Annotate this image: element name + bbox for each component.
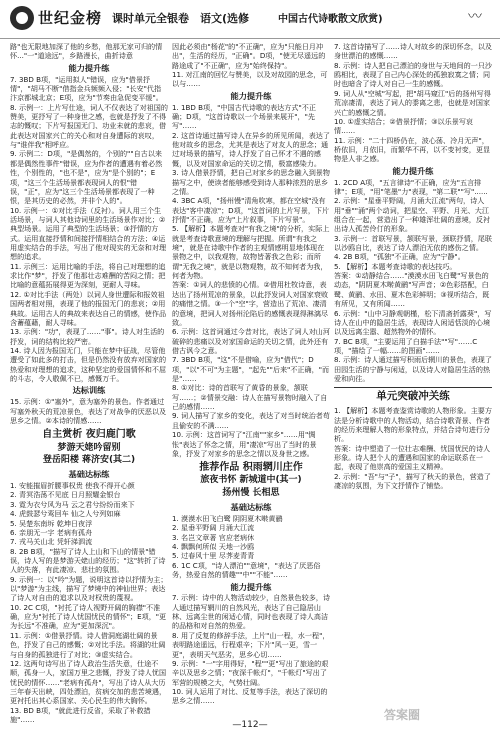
answer-paragraph: 6. 示例：这首词通过今昔对比，表达了词人对山河破碎的悲痛以及对家国命运的关切之情，此外还有借古讽今之意。 xyxy=(172,327,330,355)
book-title: 中国古代诗歌散文欣赏) xyxy=(278,14,383,25)
answer-paragraph: 7. 3BD B项，"这"不是借喻，应为"借代"；D项，"以"不可"为主题"，"起先""后来"不正确，"而是"…… xyxy=(172,355,330,384)
lesson-title: 推荐作品 积雨辋川庄作 xyxy=(199,462,303,474)
answer-paragraph: 9. 示例一：以"吟"为题，说明这首诗以抒情为主；以"梦游"为主线，描写了梦境中的神仙世界；表达了诗人对自由的追求以及对权贵的蔑视。 xyxy=(10,574,168,603)
answer-column-1 xyxy=(10,42,168,725)
answer-paragraph: 2. 示例："星垂平野阔，月涌大江流"两句，诗人用"垂""涌"两个动词，把星空、平野、月光、大江组合在一起，营造出了一种雄浑壮阔的意境，反衬出诗人孤苦伶仃的形象。 xyxy=(334,196,491,234)
answer-paragraph: 7. 3BD B项，"运用拟人"错误，应为"借景抒情"，"胡马不断"借指金兵频频入侵；"长安"代指汴京都城北京；E项，应为"节奏由急促变平缓"。 xyxy=(10,74,163,103)
answer-paragraph: 2. 示例："吾"与"子"，描写了秋天的景色，营造了凄凉的氛围，为下文抒情作了铺垫。 xyxy=(334,471,491,491)
answer-paragraph: 1. 漠漠水田飞白鹭 阴阴夏木啭黄鹂 2. 星垂平野阔 月涌大江流 3. 名岂文章著 官应老病休 4. 飘飘何所似 天地一沙鸥 5. 过春风十里 尽荠麦青青 xyxy=(172,514,283,561)
answer-paragraph: 答案：①词人的悲愤的心情。②借用杜牧诗意，表达出了扬州荒凉的景象，以此抒发词人对国家衰败的痛惜之情。③一个"空"字，营造出了荒凉、凄清的意境，把词人对扬州沦陷后的感慨表现得淋漓尽致。 xyxy=(172,280,329,327)
answer-column-3 xyxy=(334,42,492,710)
section-heading: 基础达标练 xyxy=(68,469,110,480)
answer-paragraph: 7. BC B项，"主要运用了白描手法""写"……C项，"描绘了一幅……的图画"…… xyxy=(334,336,478,355)
answer-paragraph: 15. 示例：①"塞外"，意为塞外的景色。作者通过写塞外秋天的荒凉景色，表达了对战争的厌恶以及思乡之情。②本诗的情感…… xyxy=(10,397,167,425)
page-number: —112— xyxy=(232,720,268,730)
page-header xyxy=(0,0,500,39)
lesson-subtitle: 登岳阳楼 蒋济安(其二) xyxy=(42,455,136,466)
lesson-subtitle: 旅夜书怀 新城道中(其一) xyxy=(200,475,302,486)
series-title: 课时单元全银卷 xyxy=(112,12,189,25)
section-heading: 能力提升练 xyxy=(68,62,110,73)
answer-paragraph: 1. 【解析】本题考查鉴赏诗歌的人物形象。主要方法是分析诗歌中的人物活动，结合诗歌背景、作者的经历来理解人物的形象特点，并结合诗句进行分析。 xyxy=(334,406,492,444)
answer-paragraph: 10. 2C C项，"衬托了诗人视野开阔的胸襟"不准确，应为"衬托了诗人忧国忧民的情怀"；E项，"更为长远"不准确，应为"更加深沉"。 xyxy=(10,602,167,631)
answer-paragraph: 8. ①对比：诗的首联写了黄昏的景象，颔联写……；②情景交融：诗人在描写景物时融入了自己的感情…… xyxy=(172,383,328,412)
unit-heading: 单元突破冲关练 xyxy=(334,387,492,404)
answer-paragraph: 1. 1BD B项，"中国古代诗歌的表达方式"不正确；D项，"这首诗歌以一个场景来展开"，"先写"…… xyxy=(172,102,316,131)
answer-paragraph: 2. 这首诗通过描写诗人在异乡的所见所闻，表达了他对故乡的思念，尤其是表达了对友人的思念；通过对场景的描写，诗人抒发了自己怀才不遇的感慨，以及对国家命运的关切之情，极富感染力。 xyxy=(172,130,330,168)
answer-paragraph: 4. 2B B项，"孤独"不正确，应为"宁静"。 xyxy=(334,252,465,262)
watermark-stamp: 答案圈 xyxy=(384,708,421,722)
section-heading: 能力提升练 xyxy=(230,581,272,592)
answer-paragraph: 1. 安能摧眉折腰事权贵 使我不得开心颜 2. 青冥浩荡不见底 日月照耀金银台 3. 霓为衣兮风为马 云之君兮纷纷而来下 4. 虎鼓瑟兮鸾回车 仙之人兮列如麻 5. 吴楚东南坼 乾坤日夜浮 6. 亲朋无一字 老病有孤舟 7. 戎马关山北 凭轩涕泗流 xyxy=(10,481,135,547)
answer-paragraph: 1. 2CD A项，"五言律诗"不正确，应为"五言排律"；E项，"用"笔墨"力"表现，"第二联""写"...... xyxy=(334,177,488,196)
answer-paragraph: 3. 示例一：首联写景，颔联写景，颈联抒情，尾联以沙鸥自比，表达了诗人漂泊无依的感伤之情。 xyxy=(334,233,492,253)
answer-paragraph: 因此必须由"杨花"的"不正确"，应为"只能日月冲出"，生活的经历，"正确"。D项，"使无尽遥远的路途成了"不正确"，应为"始终保持"。 xyxy=(172,42,326,70)
answer-paragraph: 9. 示例二：D项，"是偶然的，个别的""自古以来都是偶然性事件"错误，应为作者的遭遇有着必然性，个别性的，"也不是"，应为"是个别的"；E项，"这三个生活场景都表现词人的恨"错误，"正"，应为"这三个生活场景都表现了一种恨，是其历史的必然，并非个人的"。 xyxy=(10,149,163,206)
answer-paragraph: 10. 示例：这首词写了"江南""家乡"……用"惆怅"表达了怀念之情，用"凄凉"写出了当时的景象，抒发了对家乡的思念之情以及身世之感。 xyxy=(172,430,317,458)
answer-paragraph: 9. 词人从"空城"写起，把"胡马窥江"后的扬州写得荒凉凄清，表达了词人的黍离之悲，也就是对国家兴亡的感慨之情。 xyxy=(334,88,491,117)
answer-paragraph: 7. 这首诗描写了……诗人对故乡的深切怀念，以及身世漂泊的感慨…… xyxy=(334,42,492,61)
answer-paragraph: 11. 对江南的回忆与赞美，以及对故园的思念，可以与…… xyxy=(172,70,328,89)
answer-paragraph: 答案：①动静结合……"漠漠水田飞白鹭"写景色的动态，"阴阴夏木啭黄鹂"写声音；②色彩搭配，白鹭、黄鹂、水田、夏木色彩鲜明；③视听结合，既有所见，又有所闻…… xyxy=(334,271,490,309)
answer-paragraph: 8. 示例：诗人通过描写积雨后辋川的景色，表现了田园生活的宁静与闲适，以及诗人对隐居生活的热爱和向往。 xyxy=(334,355,492,384)
bird-icon: 〰 xyxy=(468,9,482,25)
answer-paragraph: 4. 3BC A项，"扬州慢"清角吹寒，都在空城"没有表达"客中凄凉"；D项，"这首词的上片写景，下片抒情"不正确，应为"上片叙事，下片写景"。 xyxy=(172,196,330,224)
answer-paragraph: 8. 示例：诗人把自己漂泊的身世与天地间的一只沙鸥相比，表现了自己内心深处的孤独寂寞之情；同时也暗含了诗人对自己一生的感慨。 xyxy=(334,60,492,89)
answer-paragraph: 14. 诗人因为报国无门，只能在梦中征战，尽管他遭受了如此多的打击，但是仍然没有放弃对国家的热爱和对理想的追求，这种坚定的爱国情怀和不屈的斗志，令人敬佩不已，感慨万千。 xyxy=(10,345,167,384)
answer-paragraph: 9. 示例："一"字用得好，"程""更"写出了旅途的艰辛以及思乡之情；"夜深千帐灯"，"千帐灯"写出了军营的规模之大，气势壮阔。 xyxy=(172,658,329,687)
answer-paragraph: 答案：诗中塑造了一位壮志难酬、忧国忧民的诗人形象。诗人把个人的遭遇和国家的命运联系在一起，表现了他崇高的爱国主义精神。 xyxy=(334,443,491,472)
answer-paragraph: 7. 示例：诗中的人物活动较少，自然景色较多，诗人通过描写辋川的自然风光，表达了自己隐居山林、远离尘世的闲适心情，同时也表现了诗人高洁的品格和对自然的热爱。 xyxy=(172,593,330,631)
answer-paragraph: 13. BD B项，"就此进行反省，采取了补救措施"…… xyxy=(10,705,151,725)
answer-paragraph: 10. 词人运用了对比、反复等手法，表达了深切的思乡之情…… xyxy=(172,686,328,706)
answer-paragraph: 3. 诗人借景抒情，把自己对家乡的思念融入到景物描写之中，使读者能够感受到诗人那种浓烈的思乡之情。 xyxy=(172,168,330,196)
answer-paragraph: 5. 【解析】本题考查诗歌的表达技巧。 xyxy=(334,261,457,271)
section-heading: 达标训练 xyxy=(72,385,106,396)
lesson-title: 自主赏析 夜归鹿门歌 xyxy=(42,429,136,441)
answer-paragraph: 11. 示例：①借景抒情。诗人借洞庭湖壮阔的景色，抒发了自己的感慨；②对比手法。将湖的壮阔与自身的孤独进行了对比；③虚实结合。 xyxy=(10,630,166,659)
answer-paragraph: 12. 这两句诗写出了诗人政治生活失意，仕途不顺，孤身一人，家国万里之悲慨，抒发了诗人忧国忧民的情怀……"老病有孤舟"，写出了诗人从大历三年春天出峡，四处漂泊，贫病交加的悲苦境遇，更衬托出其心系国家、关心民生的伟大胸怀。 xyxy=(10,658,167,706)
subject-title: 语文(选修 xyxy=(200,12,250,25)
lesson-subtitle: 梦游天姥吟留别 xyxy=(57,442,121,453)
answer-paragraph: 6. 示例："山中习静观朝槿，松下清斋折露葵"，写诗人在山中的隐居生活，表现诗人闲适恬淡的心境以及远离尘嚣、超然物外的情怀。 xyxy=(334,308,492,337)
answer-paragraph: 10. ①虚实结合；②借景抒情；③以乐景写哀情…… xyxy=(334,116,474,136)
answer-paragraph: 8. 示例一：上片写仕途，词人不仅表达了对祖国的赞美，更抒写了一种身世之感，也就是抒发了不得志的慨叹；下片写报国无门、功业未就的悲哀，借此表达对国家兴亡的关心和对自身遭际的哀叹，与"谁伴我"相呼应。 xyxy=(10,102,168,150)
answer-paragraph: 11. 示例三：运用比喻的手法，将自己对理想的追求比作"梦"，抒发了他那壮志难酬的苦闷之情；把比喻的意蕴拓展得更为深刻，更耐人寻味。 xyxy=(10,261,166,290)
answer-paragraph: 6. 1C C项，"诗人漂泊""意境"，"表达了厌恶俗务，热爱自然的情趣""中""不能"…… xyxy=(172,560,321,580)
answer-paragraph: 13. 示例："功"，表现了……"事"。诗人对生活的抒发，词的结构比较严密。 xyxy=(10,327,165,346)
brand-title: 世纪金榜 xyxy=(38,9,103,27)
section-heading: 能力提升练 xyxy=(392,165,434,176)
answer-paragraph: 5. 【解析】本题考查对"有我之境"的分析，实际上就是考查诗歌意境的理解与把握。所谓"有我之境"，就是在诗歌中作者的主观情感明显地体现在景物之中，以我观物，故物皆著我之色彩；而所谓"无我之境"，就是以物观物，故不知何者为我，何者为物。 xyxy=(172,224,330,281)
answer-paragraph: 8. 2B B项，"描写了诗人上山和下山的情景"错误，诗人写的是梦游天姥山的经历；"这"转折了诗人的失落，有此凄凉、悲壮的氛围。 xyxy=(10,546,166,575)
section-heading: 基础达标练 xyxy=(230,502,272,513)
lesson-subtitle: 扬州慢 长相思 xyxy=(222,488,280,499)
answer-paragraph: 8. 用了反复的修辞手法，上片"山一程，水一程"，表明路途遥远，行程艰辛；下片"风一更，雪一更"，表明天气恶劣，思乡心切…… xyxy=(172,630,330,659)
section-heading: 能力提升练 xyxy=(230,90,272,101)
answer-column-2 xyxy=(172,42,330,710)
answer-paragraph: 12. ①对比手法（两处）以词人身世遭际和报效祖国两者相对照，表现了他的报国无门的悲哀；②用典故。运用古人的典故来表达自己的情感，使作品含蓄蕴藉，耐人寻味。 xyxy=(10,289,167,327)
brand-logo xyxy=(10,6,34,30)
answer-paragraph: 11. 示例："二十四桥仍在，波心荡、冷月无声"，桥依旧，月依旧，而繁华不再，以不变衬变，更显物是人非之感。 xyxy=(334,135,491,164)
answer-paragraph: 10. 示例一：①对比手法（反衬）。词人用三个生活场景，与词人其他诗词里的生活场景作对比；②典型场景。运用了典型的生活场景；③抒情的方式。运用直接抒情和间接抒情相结合的方法；④运用虚实结合的手法，写出了他对现实的无奈和对理想的追求。 xyxy=(10,205,167,262)
answer-paragraph: 9. 词人描写了家乡的变化，表达了对当时统治者苟且偷安的不满…… xyxy=(172,411,330,430)
answer-paragraph: 路"也无限地加深了他的乡愁，他那无家可归的情怀..."一"道途远"，乡路漫长，曲折诗意 xyxy=(10,42,163,61)
